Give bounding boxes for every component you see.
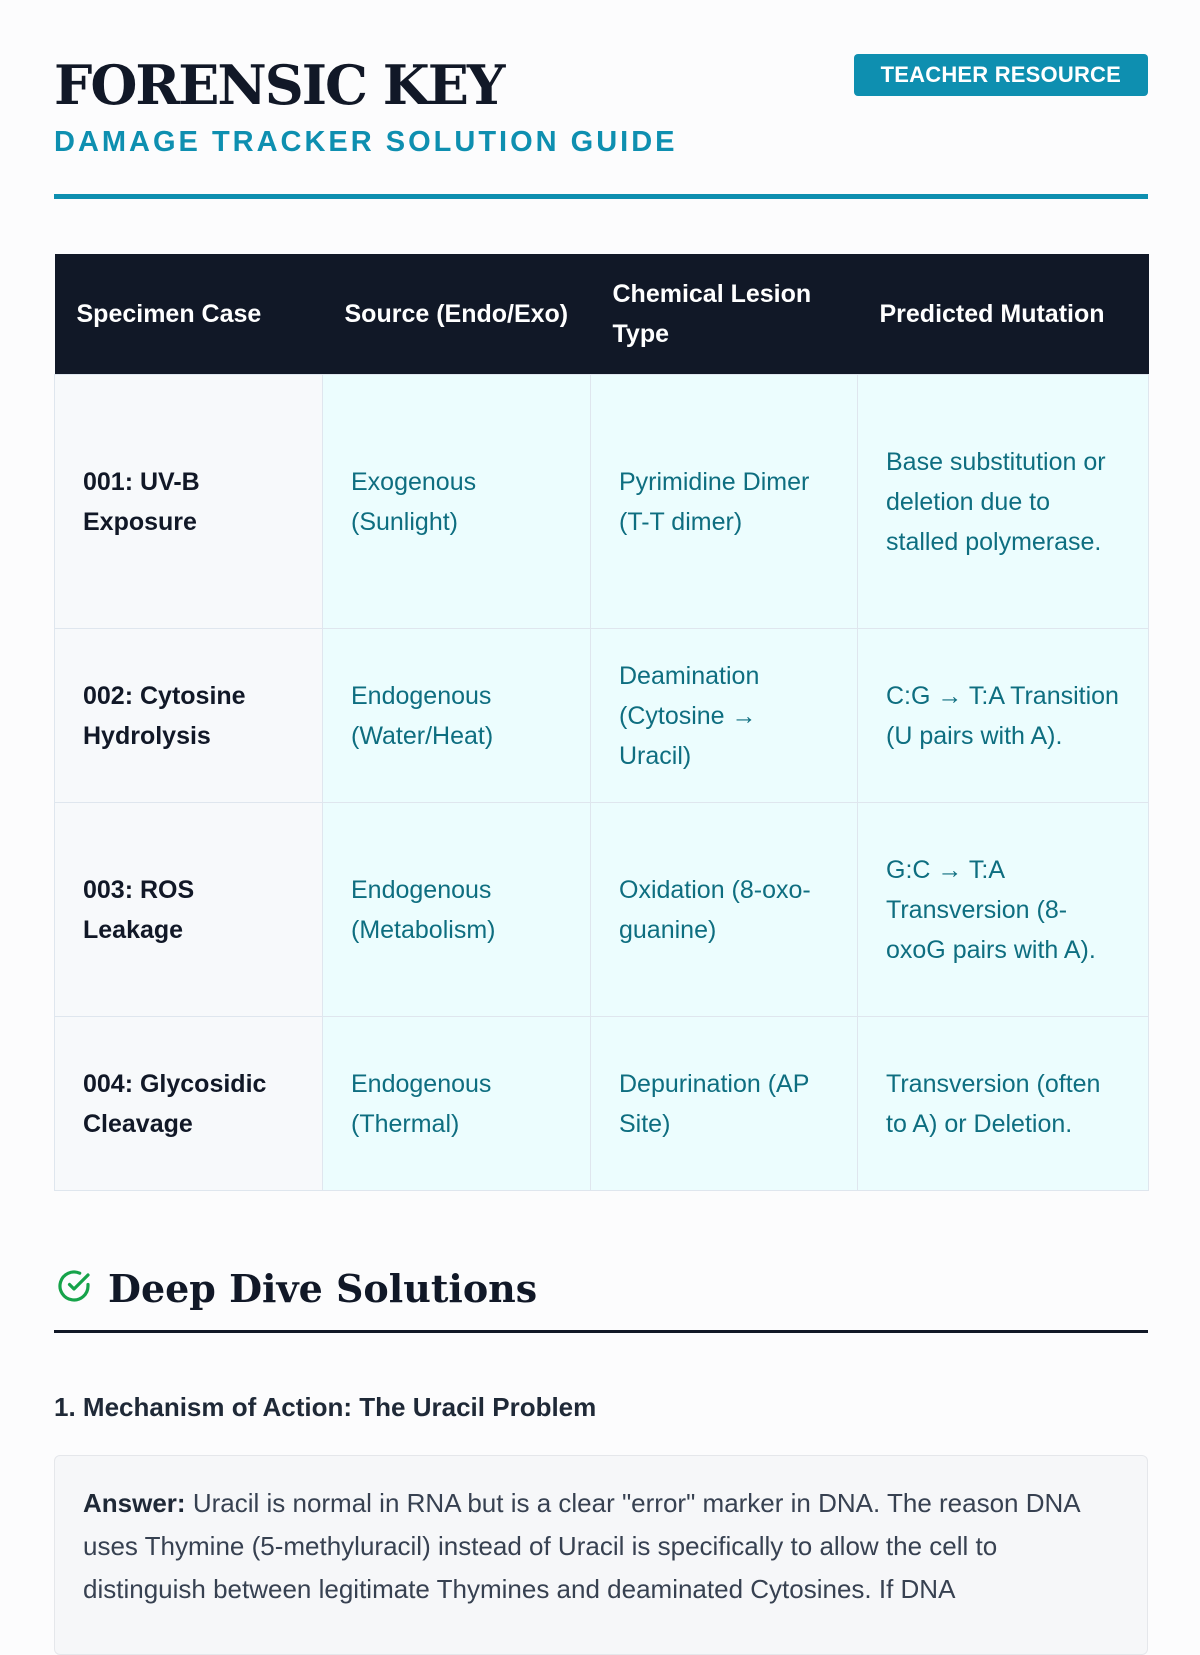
deep-dive-header [54,1266,537,1311]
header-divider [54,194,1148,199]
specimen-case-cell: 004: Glycosidic Cleavage [55,1017,323,1191]
source-cell: Exogenous (Sunlight) [323,375,591,629]
column-header: Source (Endo/Exo) [323,254,591,375]
section-title: Deep Dive Solutions [108,1266,538,1311]
column-header: Predicted Mutation [858,254,1149,375]
mutation-cell: C:G → T:A Transition (U pairs with A). [858,629,1149,803]
mutation-cell: G:C → T:A Transversion (8-oxoG pairs with A). [858,803,1149,1017]
page-subtitle: DAMAGE TRACKER SOLUTION GUIDE [54,126,678,158]
source-cell: Endogenous (Water/Heat) [323,629,591,803]
lesion-cell: Oxidation (8-oxo-guanine) [591,803,858,1017]
column-header: Specimen Case [55,254,323,375]
table-header-row [55,254,1149,375]
page [54,0,1148,1604]
table-row [55,1017,1149,1191]
answer-box [54,1455,1148,1655]
specimen-case-cell: 003: ROS Leakage [55,803,323,1017]
teacher-resource-badge: TEACHER RESOURCE [854,54,1148,96]
section-divider [54,1330,1148,1333]
source-cell: Endogenous (Metabolism) [323,803,591,1017]
mutation-cell: Base substitution or deletion due to stalled polymerase. [858,375,1149,629]
check-circle-icon [54,1266,94,1311]
lesion-cell: Depurination (AP Site) [591,1017,858,1191]
question-title: 1. Mechanism of Action: The Uracil Problem [54,1392,597,1422]
lesion-cell: Pyrimidine Dimer (T-T dimer) [591,375,858,629]
answer-label: Answer: [83,1488,186,1518]
header [54,0,1148,200]
page-title: FORENSIC KEY [54,53,504,117]
source-cell: Endogenous (Thermal) [323,1017,591,1191]
table-row [55,375,1149,629]
column-header: Chemical Lesion Type [591,254,858,375]
answer-text: Uracil is normal in RNA but is a clear "error" marker in DNA. The reason DNA uses Thymine (5-methyluracil) instead of Uracil is specifically to allow the cell to distinguish between legitimate Thymines and deaminated Cytosines. If DNA [83,1488,1080,1604]
lesion-cell: Deamination (Cytosine → Uracil) [591,629,858,803]
mutation-cell: Transversion (often to A) or Deletion. [858,1017,1149,1191]
table-row [55,803,1149,1017]
damage-tracker-table [54,254,1149,1191]
table-row [55,629,1149,803]
specimen-case-cell: 002: Cytosine Hydrolysis [55,629,323,803]
specimen-case-cell: 001: UV-B Exposure [55,375,323,629]
